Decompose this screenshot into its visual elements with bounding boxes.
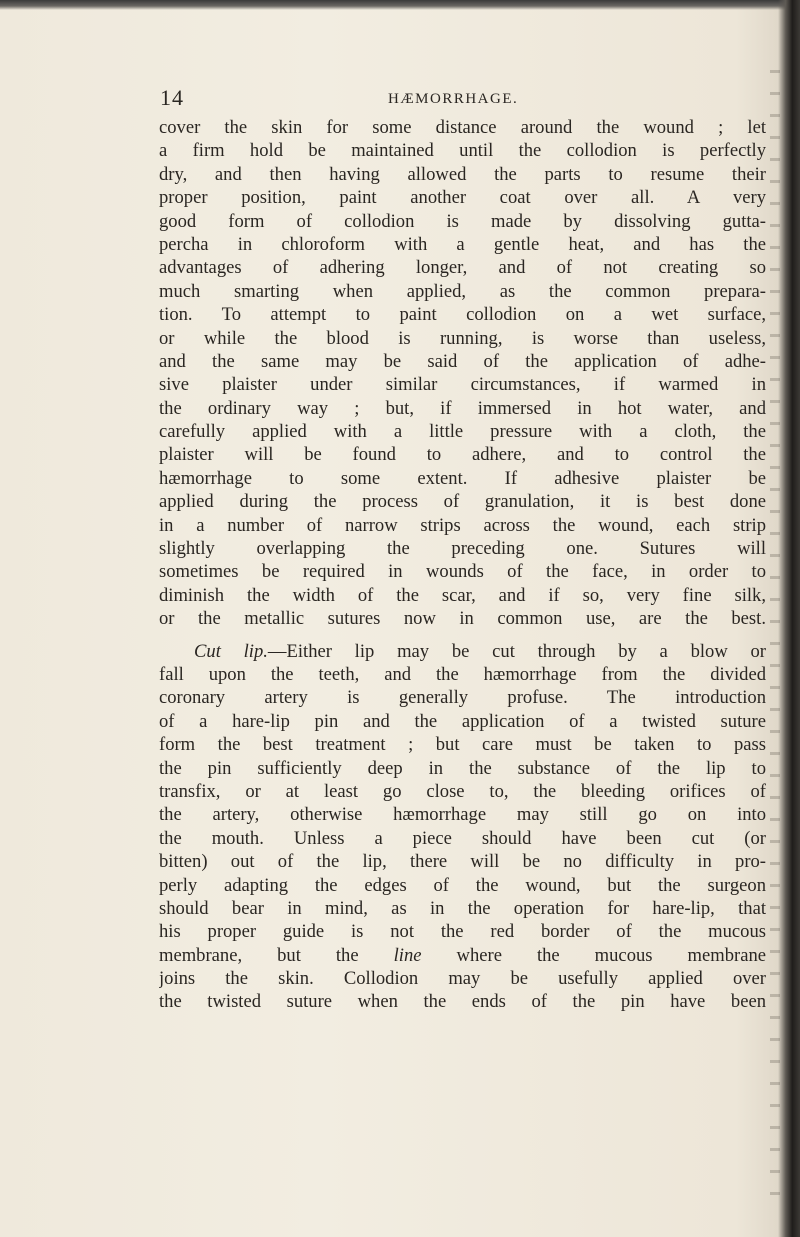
- text-line: advantages of adhering longer, and of not creating so: [159, 257, 766, 279]
- chapter-title: HÆMORRHAGE.: [388, 91, 519, 107]
- paragraph-collodion: [159, 116, 766, 631]
- text-line: of a hare-lip pin and the application of a twisted suture: [159, 710, 766, 732]
- text-line: hæmorrhage to some extent. If adhesive plaister be: [159, 467, 766, 489]
- text-run: where the mucous membrane: [421, 944, 766, 966]
- text-line: perly adapting the edges of the wound, but the surgeon: [159, 874, 766, 896]
- text-line: [159, 640, 766, 663]
- text-line: applied during the process of granulation, it is best done: [159, 491, 766, 513]
- text-line: the ordinary way ; but, if immersed in hot water, and: [159, 397, 766, 419]
- text-line: diminish the width of the scar, and if so, very fine silk,: [159, 584, 766, 606]
- text-line: and the same may be said of the application of adhe-: [159, 350, 766, 372]
- section-heading-cut-lip: Cut lip.: [194, 640, 268, 662]
- text-line: sive plaister under similar circumstances, if warmed in: [159, 374, 766, 396]
- text-line: or while the blood is running, is worse than useless,: [159, 327, 766, 349]
- text-line: fall upon the teeth, and the hæmorrhage from the divided: [159, 663, 766, 685]
- text-run: —Either lip may be cut through by a blow or: [267, 640, 766, 662]
- text-line: sometimes be required in wounds of the face, in order to: [159, 561, 766, 583]
- text-line: bitten) out of the lip, there will be no difficulty in pro-: [159, 851, 766, 873]
- page-top-shadow: [0, 0, 800, 10]
- text-line: transfix, or at least go close to, the bleeding orifices of: [159, 780, 766, 802]
- text-line: the twisted suture when the ends of the pin have been: [159, 991, 766, 1013]
- text-line: in a number of narrow strips across the wound, each strip: [159, 514, 766, 536]
- text-line: form the best treatment ; but care must be taken to pass: [159, 734, 766, 756]
- book-spine-edge: [778, 0, 800, 1237]
- text-line: joins the skin. Collodion may be usefully applied over: [159, 968, 766, 990]
- page-number: 14: [160, 85, 184, 110]
- text-line: a firm hold be maintained until the collodion is perfectly: [159, 140, 766, 162]
- text-line: much smarting when applied, as the common prepara-: [159, 280, 766, 302]
- text-line: [159, 944, 766, 967]
- paragraph-cut-lip: [159, 640, 766, 1014]
- body-text: [159, 116, 766, 1014]
- emphasis-line: line: [393, 944, 422, 966]
- text-line: carefully applied with a little pressure with a cloth, the: [159, 421, 766, 443]
- text-line: dry, and then having allowed the parts to resume their: [159, 163, 766, 185]
- text-line: coronary artery is generally profuse. The introduction: [159, 687, 766, 709]
- text-run: membrane, but the: [159, 944, 394, 966]
- text-line: tion. To attempt to paint collodion on a wet surface,: [159, 304, 766, 326]
- text-line: proper position, paint another coat over all. A very: [159, 187, 766, 209]
- text-line: the mouth. Unless a piece should have been cut (or: [159, 827, 766, 849]
- text-line: should bear in mind, as in the operation for hare-lip, that: [159, 897, 766, 919]
- running-head: [0, 86, 800, 110]
- text-line: percha in chloroform with a gentle heat, and has the: [159, 233, 766, 255]
- text-line: the artery, otherwise hæmorrhage may still go on into: [159, 804, 766, 826]
- paragraph-spacer: [159, 631, 766, 640]
- text-line: or the metallic sutures now in common use, are the best.: [159, 608, 766, 630]
- text-line: cover the skin for some distance around the wound ; let: [159, 117, 766, 138]
- text-line: the pin sufficiently deep in the substance of the lip to: [159, 757, 766, 779]
- text-line: slightly overlapping the preceding one. Sutures will: [159, 538, 766, 560]
- text-line: his proper guide is not the red border of the mucous: [159, 921, 766, 943]
- text-line: plaister will be found to adhere, and to control the: [159, 444, 766, 466]
- text-line: good form of collodion is made by dissolving gutta-: [159, 210, 766, 232]
